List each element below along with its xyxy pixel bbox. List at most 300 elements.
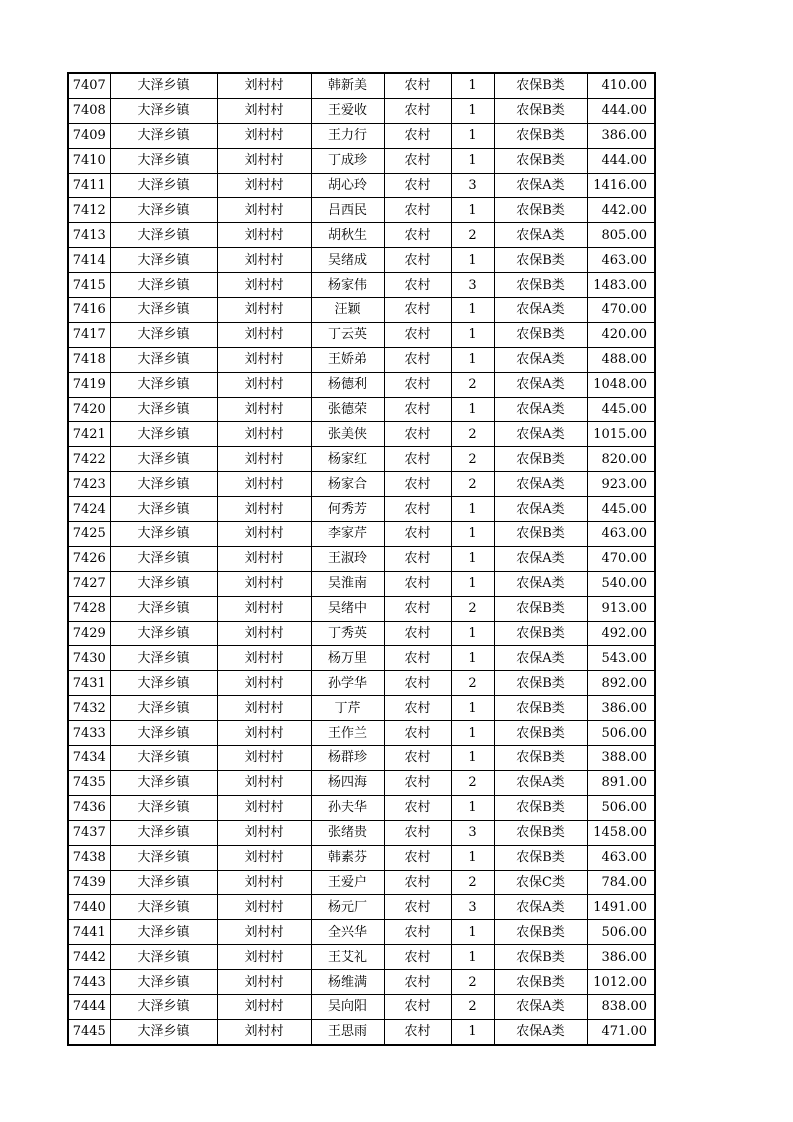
amount-cell: 463.00 xyxy=(587,248,655,273)
township-cell: 大泽乡镇 xyxy=(110,298,217,323)
village-cell: 刘村村 xyxy=(217,721,311,746)
name-cell: 杨元厂 xyxy=(311,895,384,920)
record-number-cell: 7438 xyxy=(68,845,110,870)
township-cell: 大泽乡镇 xyxy=(110,770,217,795)
record-number-cell: 7426 xyxy=(68,546,110,571)
name-cell: 张绪贵 xyxy=(311,820,384,845)
insurance-category-cell: 农保A类 xyxy=(494,571,587,596)
member-count-cell: 1 xyxy=(451,397,494,422)
insurance-category-cell: 农保B类 xyxy=(494,198,587,223)
village-cell: 刘村村 xyxy=(217,994,311,1019)
township-cell: 大泽乡镇 xyxy=(110,198,217,223)
name-cell: 杨四海 xyxy=(311,770,384,795)
table-row xyxy=(68,696,655,721)
amount-cell: 805.00 xyxy=(587,223,655,248)
village-cell: 刘村村 xyxy=(217,98,311,123)
amount-cell: 445.00 xyxy=(587,497,655,522)
name-cell: 韩新美 xyxy=(311,73,384,98)
name-cell: 王爱户 xyxy=(311,870,384,895)
member-count-cell: 1 xyxy=(451,646,494,671)
insurance-category-cell: 农保B类 xyxy=(494,98,587,123)
member-count-cell: 2 xyxy=(451,994,494,1019)
township-cell: 大泽乡镇 xyxy=(110,98,217,123)
insurance-category-cell: 农保B类 xyxy=(494,845,587,870)
insurance-category-cell: 农保B类 xyxy=(494,820,587,845)
household-type-cell: 农村 xyxy=(384,671,451,696)
roster-table xyxy=(67,72,656,1046)
household-type-cell: 农村 xyxy=(384,397,451,422)
insurance-category-cell: 农保A类 xyxy=(494,298,587,323)
household-type-cell: 农村 xyxy=(384,994,451,1019)
amount-cell: 386.00 xyxy=(587,123,655,148)
record-number-cell: 7423 xyxy=(68,472,110,497)
village-cell: 刘村村 xyxy=(217,920,311,945)
name-cell: 胡秋生 xyxy=(311,223,384,248)
village-cell: 刘村村 xyxy=(217,870,311,895)
village-cell: 刘村村 xyxy=(217,123,311,148)
insurance-category-cell: 农保A类 xyxy=(494,397,587,422)
village-cell: 刘村村 xyxy=(217,198,311,223)
township-cell: 大泽乡镇 xyxy=(110,795,217,820)
table-row xyxy=(68,472,655,497)
township-cell: 大泽乡镇 xyxy=(110,546,217,571)
table-row xyxy=(68,795,655,820)
amount-cell: 891.00 xyxy=(587,770,655,795)
township-cell: 大泽乡镇 xyxy=(110,970,217,995)
village-cell: 刘村村 xyxy=(217,770,311,795)
amount-cell: 1015.00 xyxy=(587,422,655,447)
member-count-cell: 1 xyxy=(451,248,494,273)
record-number-cell: 7411 xyxy=(68,173,110,198)
amount-cell: 540.00 xyxy=(587,571,655,596)
member-count-cell: 1 xyxy=(451,945,494,970)
name-cell: 吴淮南 xyxy=(311,571,384,596)
name-cell: 何秀芳 xyxy=(311,497,384,522)
household-type-cell: 农村 xyxy=(384,173,451,198)
record-number-cell: 7435 xyxy=(68,770,110,795)
table-row xyxy=(68,746,655,771)
household-type-cell: 农村 xyxy=(384,646,451,671)
insurance-category-cell: 农保B类 xyxy=(494,920,587,945)
household-type-cell: 农村 xyxy=(384,920,451,945)
name-cell: 王娇弟 xyxy=(311,347,384,372)
township-cell: 大泽乡镇 xyxy=(110,621,217,646)
township-cell: 大泽乡镇 xyxy=(110,397,217,422)
insurance-category-cell: 农保A类 xyxy=(494,895,587,920)
amount-cell: 506.00 xyxy=(587,795,655,820)
village-cell: 刘村村 xyxy=(217,746,311,771)
name-cell: 王爱收 xyxy=(311,98,384,123)
name-cell: 孙夫华 xyxy=(311,795,384,820)
amount-cell: 1012.00 xyxy=(587,970,655,995)
record-number-cell: 7439 xyxy=(68,870,110,895)
amount-cell: 444.00 xyxy=(587,148,655,173)
member-count-cell: 2 xyxy=(451,671,494,696)
township-cell: 大泽乡镇 xyxy=(110,497,217,522)
household-type-cell: 农村 xyxy=(384,770,451,795)
household-type-cell: 农村 xyxy=(384,298,451,323)
village-cell: 刘村村 xyxy=(217,696,311,721)
household-type-cell: 农村 xyxy=(384,795,451,820)
member-count-cell: 3 xyxy=(451,820,494,845)
insurance-category-cell: 农保B类 xyxy=(494,621,587,646)
village-cell: 刘村村 xyxy=(217,73,311,98)
table-row xyxy=(68,994,655,1019)
township-cell: 大泽乡镇 xyxy=(110,596,217,621)
township-cell: 大泽乡镇 xyxy=(110,1019,217,1044)
amount-cell: 470.00 xyxy=(587,546,655,571)
table-row xyxy=(68,596,655,621)
household-type-cell: 农村 xyxy=(384,322,451,347)
member-count-cell: 1 xyxy=(451,347,494,372)
insurance-category-cell: 农保A类 xyxy=(494,1019,587,1044)
member-count-cell: 3 xyxy=(451,173,494,198)
member-count-cell: 2 xyxy=(451,447,494,472)
table-row xyxy=(68,298,655,323)
insurance-category-cell: 农保A类 xyxy=(494,173,587,198)
township-cell: 大泽乡镇 xyxy=(110,920,217,945)
household-type-cell: 农村 xyxy=(384,372,451,397)
name-cell: 丁秀英 xyxy=(311,621,384,646)
member-count-cell: 1 xyxy=(451,322,494,347)
amount-cell: 470.00 xyxy=(587,298,655,323)
table-row xyxy=(68,920,655,945)
household-type-cell: 农村 xyxy=(384,1019,451,1044)
household-type-cell: 农村 xyxy=(384,422,451,447)
township-cell: 大泽乡镇 xyxy=(110,646,217,671)
township-cell: 大泽乡镇 xyxy=(110,248,217,273)
name-cell: 王思雨 xyxy=(311,1019,384,1044)
amount-cell: 923.00 xyxy=(587,472,655,497)
name-cell: 杨家伟 xyxy=(311,273,384,298)
member-count-cell: 1 xyxy=(451,148,494,173)
member-count-cell: 1 xyxy=(451,546,494,571)
record-number-cell: 7429 xyxy=(68,621,110,646)
record-number-cell: 7442 xyxy=(68,945,110,970)
village-cell: 刘村村 xyxy=(217,795,311,820)
member-count-cell: 1 xyxy=(451,522,494,547)
name-cell: 王力行 xyxy=(311,123,384,148)
household-type-cell: 农村 xyxy=(384,845,451,870)
record-number-cell: 7427 xyxy=(68,571,110,596)
amount-cell: 1458.00 xyxy=(587,820,655,845)
amount-cell: 492.00 xyxy=(587,621,655,646)
insurance-category-cell: 农保B类 xyxy=(494,596,587,621)
amount-cell: 506.00 xyxy=(587,920,655,945)
insurance-category-cell: 农保B类 xyxy=(494,746,587,771)
record-number-cell: 7431 xyxy=(68,671,110,696)
insurance-category-cell: 农保A类 xyxy=(494,770,587,795)
member-count-cell: 1 xyxy=(451,298,494,323)
record-number-cell: 7430 xyxy=(68,646,110,671)
table-row xyxy=(68,447,655,472)
member-count-cell: 2 xyxy=(451,223,494,248)
record-number-cell: 7440 xyxy=(68,895,110,920)
household-type-cell: 农村 xyxy=(384,546,451,571)
member-count-cell: 2 xyxy=(451,770,494,795)
member-count-cell: 1 xyxy=(451,845,494,870)
amount-cell: 488.00 xyxy=(587,347,655,372)
township-cell: 大泽乡镇 xyxy=(110,820,217,845)
member-count-cell: 1 xyxy=(451,696,494,721)
village-cell: 刘村村 xyxy=(217,546,311,571)
table-row xyxy=(68,522,655,547)
village-cell: 刘村村 xyxy=(217,273,311,298)
table-row xyxy=(68,970,655,995)
household-type-cell: 农村 xyxy=(384,497,451,522)
name-cell: 韩素芬 xyxy=(311,845,384,870)
record-number-cell: 7417 xyxy=(68,322,110,347)
amount-cell: 506.00 xyxy=(587,721,655,746)
township-cell: 大泽乡镇 xyxy=(110,994,217,1019)
household-type-cell: 农村 xyxy=(384,596,451,621)
amount-cell: 820.00 xyxy=(587,447,655,472)
name-cell: 丁芹 xyxy=(311,696,384,721)
table-row xyxy=(68,273,655,298)
village-cell: 刘村村 xyxy=(217,447,311,472)
township-cell: 大泽乡镇 xyxy=(110,696,217,721)
table-row xyxy=(68,422,655,447)
member-count-cell: 2 xyxy=(451,422,494,447)
insurance-category-cell: 农保A类 xyxy=(494,472,587,497)
township-cell: 大泽乡镇 xyxy=(110,148,217,173)
record-number-cell: 7424 xyxy=(68,497,110,522)
member-count-cell: 1 xyxy=(451,795,494,820)
name-cell: 王艾礼 xyxy=(311,945,384,970)
household-type-cell: 农村 xyxy=(384,945,451,970)
village-cell: 刘村村 xyxy=(217,248,311,273)
amount-cell: 838.00 xyxy=(587,994,655,1019)
insurance-category-cell: 农保B类 xyxy=(494,671,587,696)
household-type-cell: 农村 xyxy=(384,248,451,273)
table-row xyxy=(68,770,655,795)
table-row xyxy=(68,123,655,148)
table-row xyxy=(68,646,655,671)
table-row xyxy=(68,721,655,746)
insurance-category-cell: 农保B类 xyxy=(494,522,587,547)
township-cell: 大泽乡镇 xyxy=(110,173,217,198)
table-row xyxy=(68,372,655,397)
township-cell: 大泽乡镇 xyxy=(110,671,217,696)
name-cell: 李家芹 xyxy=(311,522,384,547)
household-type-cell: 农村 xyxy=(384,223,451,248)
amount-cell: 386.00 xyxy=(587,945,655,970)
township-cell: 大泽乡镇 xyxy=(110,895,217,920)
amount-cell: 471.00 xyxy=(587,1019,655,1044)
village-cell: 刘村村 xyxy=(217,173,311,198)
insurance-category-cell: 农保A类 xyxy=(494,497,587,522)
amount-cell: 445.00 xyxy=(587,397,655,422)
amount-cell: 784.00 xyxy=(587,870,655,895)
insurance-category-cell: 农保A类 xyxy=(494,347,587,372)
household-type-cell: 农村 xyxy=(384,522,451,547)
member-count-cell: 2 xyxy=(451,970,494,995)
household-type-cell: 农村 xyxy=(384,820,451,845)
village-cell: 刘村村 xyxy=(217,895,311,920)
insurance-category-cell: 农保B类 xyxy=(494,73,587,98)
village-cell: 刘村村 xyxy=(217,671,311,696)
record-number-cell: 7432 xyxy=(68,696,110,721)
township-cell: 大泽乡镇 xyxy=(110,223,217,248)
record-number-cell: 7409 xyxy=(68,123,110,148)
record-number-cell: 7408 xyxy=(68,98,110,123)
amount-cell: 1483.00 xyxy=(587,273,655,298)
name-cell: 杨家红 xyxy=(311,447,384,472)
amount-cell: 410.00 xyxy=(587,73,655,98)
table-row xyxy=(68,671,655,696)
insurance-category-cell: 农保B类 xyxy=(494,795,587,820)
name-cell: 王淑玲 xyxy=(311,546,384,571)
name-cell: 汪颖 xyxy=(311,298,384,323)
table-row xyxy=(68,198,655,223)
member-count-cell: 2 xyxy=(451,472,494,497)
village-cell: 刘村村 xyxy=(217,472,311,497)
amount-cell: 463.00 xyxy=(587,522,655,547)
village-cell: 刘村村 xyxy=(217,1019,311,1044)
insurance-category-cell: 农保B类 xyxy=(494,322,587,347)
table-row xyxy=(68,347,655,372)
village-cell: 刘村村 xyxy=(217,646,311,671)
record-number-cell: 7428 xyxy=(68,596,110,621)
village-cell: 刘村村 xyxy=(217,298,311,323)
table-row xyxy=(68,322,655,347)
member-count-cell: 1 xyxy=(451,123,494,148)
table-row xyxy=(68,820,655,845)
township-cell: 大泽乡镇 xyxy=(110,571,217,596)
household-type-cell: 农村 xyxy=(384,73,451,98)
township-cell: 大泽乡镇 xyxy=(110,447,217,472)
insurance-category-cell: 农保B类 xyxy=(494,123,587,148)
member-count-cell: 1 xyxy=(451,721,494,746)
record-number-cell: 7443 xyxy=(68,970,110,995)
insurance-category-cell: 农保B类 xyxy=(494,721,587,746)
name-cell: 吴向阳 xyxy=(311,994,384,1019)
member-count-cell: 1 xyxy=(451,920,494,945)
amount-cell: 1048.00 xyxy=(587,372,655,397)
amount-cell: 442.00 xyxy=(587,198,655,223)
name-cell: 杨德利 xyxy=(311,372,384,397)
insurance-category-cell: 农保A类 xyxy=(494,223,587,248)
amount-cell: 386.00 xyxy=(587,696,655,721)
household-type-cell: 农村 xyxy=(384,721,451,746)
record-number-cell: 7420 xyxy=(68,397,110,422)
name-cell: 杨群珍 xyxy=(311,746,384,771)
record-number-cell: 7407 xyxy=(68,73,110,98)
insurance-category-cell: 农保B类 xyxy=(494,945,587,970)
village-cell: 刘村村 xyxy=(217,322,311,347)
village-cell: 刘村村 xyxy=(217,571,311,596)
member-count-cell: 2 xyxy=(451,596,494,621)
insurance-category-cell: 农保B类 xyxy=(494,273,587,298)
table-row xyxy=(68,98,655,123)
table-row xyxy=(68,223,655,248)
household-type-cell: 农村 xyxy=(384,621,451,646)
member-count-cell: 2 xyxy=(451,870,494,895)
village-cell: 刘村村 xyxy=(217,820,311,845)
record-number-cell: 7425 xyxy=(68,522,110,547)
amount-cell: 463.00 xyxy=(587,845,655,870)
village-cell: 刘村村 xyxy=(217,148,311,173)
village-cell: 刘村村 xyxy=(217,223,311,248)
insurance-category-cell: 农保B类 xyxy=(494,148,587,173)
record-number-cell: 7441 xyxy=(68,920,110,945)
record-number-cell: 7415 xyxy=(68,273,110,298)
village-cell: 刘村村 xyxy=(217,347,311,372)
record-number-cell: 7436 xyxy=(68,795,110,820)
name-cell: 张美侠 xyxy=(311,422,384,447)
household-type-cell: 农村 xyxy=(384,148,451,173)
record-number-cell: 7419 xyxy=(68,372,110,397)
township-cell: 大泽乡镇 xyxy=(110,123,217,148)
village-cell: 刘村村 xyxy=(217,522,311,547)
village-cell: 刘村村 xyxy=(217,372,311,397)
village-cell: 刘村村 xyxy=(217,945,311,970)
name-cell: 杨维满 xyxy=(311,970,384,995)
township-cell: 大泽乡镇 xyxy=(110,870,217,895)
village-cell: 刘村村 xyxy=(217,497,311,522)
record-number-cell: 7434 xyxy=(68,746,110,771)
township-cell: 大泽乡镇 xyxy=(110,845,217,870)
amount-cell: 913.00 xyxy=(587,596,655,621)
insurance-category-cell: 农保A类 xyxy=(494,646,587,671)
name-cell: 杨万里 xyxy=(311,646,384,671)
township-cell: 大泽乡镇 xyxy=(110,945,217,970)
insurance-category-cell: 农保C类 xyxy=(494,870,587,895)
township-cell: 大泽乡镇 xyxy=(110,372,217,397)
record-number-cell: 7414 xyxy=(68,248,110,273)
insurance-category-cell: 农保B类 xyxy=(494,248,587,273)
member-count-cell: 1 xyxy=(451,73,494,98)
household-type-cell: 农村 xyxy=(384,895,451,920)
household-type-cell: 农村 xyxy=(384,273,451,298)
amount-cell: 543.00 xyxy=(587,646,655,671)
village-cell: 刘村村 xyxy=(217,621,311,646)
township-cell: 大泽乡镇 xyxy=(110,522,217,547)
amount-cell: 388.00 xyxy=(587,746,655,771)
record-number-cell: 7412 xyxy=(68,198,110,223)
insurance-category-cell: 农保B类 xyxy=(494,696,587,721)
record-number-cell: 7444 xyxy=(68,994,110,1019)
table-row xyxy=(68,248,655,273)
table-row xyxy=(68,397,655,422)
insurance-category-cell: 农保A类 xyxy=(494,422,587,447)
member-count-cell: 1 xyxy=(451,621,494,646)
household-type-cell: 农村 xyxy=(384,123,451,148)
table-row xyxy=(68,845,655,870)
member-count-cell: 1 xyxy=(451,98,494,123)
amount-cell: 1416.00 xyxy=(587,173,655,198)
name-cell: 张德荣 xyxy=(311,397,384,422)
household-type-cell: 农村 xyxy=(384,447,451,472)
record-number-cell: 7410 xyxy=(68,148,110,173)
township-cell: 大泽乡镇 xyxy=(110,746,217,771)
amount-cell: 420.00 xyxy=(587,322,655,347)
table-row xyxy=(68,895,655,920)
insurance-category-cell: 农保B类 xyxy=(494,970,587,995)
name-cell: 吴绪成 xyxy=(311,248,384,273)
household-type-cell: 农村 xyxy=(384,970,451,995)
township-cell: 大泽乡镇 xyxy=(110,347,217,372)
name-cell: 丁成珍 xyxy=(311,148,384,173)
roster-body xyxy=(68,73,655,1045)
household-type-cell: 农村 xyxy=(384,870,451,895)
table-row xyxy=(68,571,655,596)
township-cell: 大泽乡镇 xyxy=(110,472,217,497)
record-number-cell: 7416 xyxy=(68,298,110,323)
name-cell: 丁云英 xyxy=(311,322,384,347)
record-number-cell: 7422 xyxy=(68,447,110,472)
name-cell: 王作兰 xyxy=(311,721,384,746)
